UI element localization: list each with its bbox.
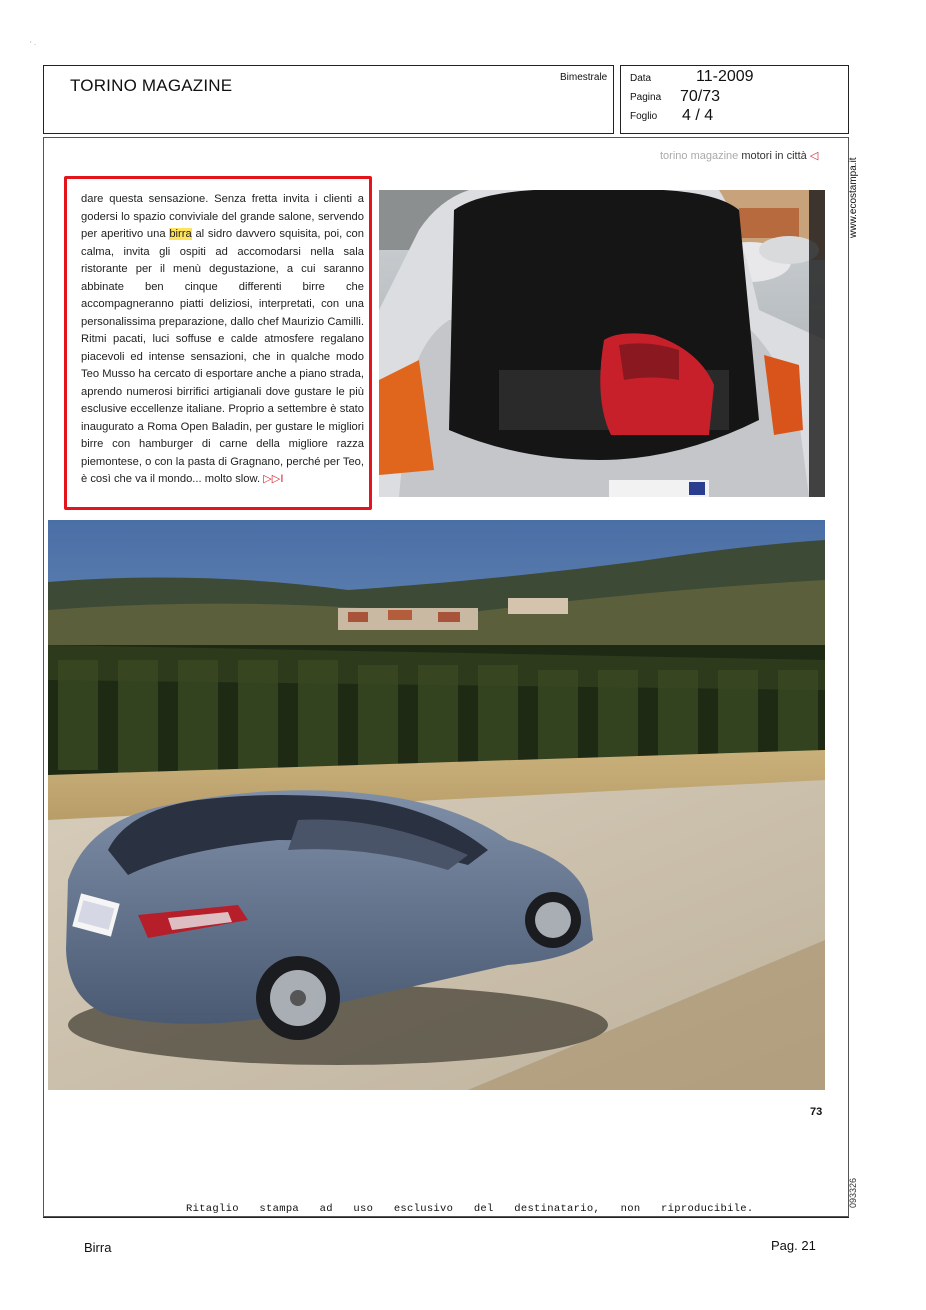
date-value: 11-2009 [696, 68, 754, 85]
footer-page: Pag. 21 [771, 1238, 816, 1253]
date-label: Data [630, 73, 652, 84]
sheet-value: 4 / 4 [682, 107, 714, 124]
page-number: 73 [810, 1106, 823, 1118]
car-trunk-illustration [379, 190, 825, 497]
running-head-magazine: torino magazine [660, 150, 739, 162]
vineyard-car-photo [48, 520, 825, 1090]
vineyard-car-illustration [48, 520, 825, 1090]
left-triangle-icon: ◁ [809, 150, 819, 162]
car-trunk-photo [379, 190, 825, 497]
bottom-rule [43, 1217, 849, 1218]
reproduction-disclaimer: Ritaglio stampa ad uso esclusivo del destinatario, non riproducibile. [186, 1203, 754, 1215]
article-text-rest: al sidro davvero squisita, poi, con calma, invita gli ospiti ad accomodarsi nella sala ristorante per il menù degustazione, a cui saranno abbinate ben cinque differenti birre che accompagneranno piatti deliziosi, interpretati, con una personalissima preparazione, dallo chef Maurizio Camilli. Ritmi pacati, luci soffuse e calde atmosfere regalano piacevoli ed intense sensazioni, che in qualche modo Teo Musso ha cercato di esportare anche a piano strada, aprendo numerosi birrifici artigianali dove gustare le più esclusive eccellenze italiane. Proprio a settembre è stato inaugurato a Roma Open Baladin, per gustare le migliori birre con hamburger di carne della migliore razza piemontese, o con la pasta di Gragnano, perché per Teo, è così che va il mondo... molto slow. [81, 228, 364, 485]
article-text-start: dare questa sensazione. Senza fretta invita i clienti a godersi lo spazio conviviale del grande salone, servendo per aperitivo una [81, 193, 364, 240]
article-body [81, 191, 364, 489]
page-value: 70/73 [680, 88, 721, 105]
scan-specks: ' · [30, 40, 37, 49]
publication-title: TORINO MAGAZINE [70, 76, 233, 95]
end-of-article-icon: ▷▷I [263, 473, 284, 485]
periodicity-label: Bimestrale [560, 72, 608, 83]
running-head [660, 149, 818, 162]
running-head-section: motori in città [741, 150, 807, 162]
ecostampa-url: www.ecostampa.it [848, 157, 859, 238]
page-label: Pagina [630, 92, 662, 103]
keyword-highlight: birra [169, 228, 192, 240]
sheet-label: Foglio [630, 111, 658, 122]
footer-topic: Birra [84, 1240, 112, 1255]
clip-code: 093326 [848, 1177, 858, 1208]
